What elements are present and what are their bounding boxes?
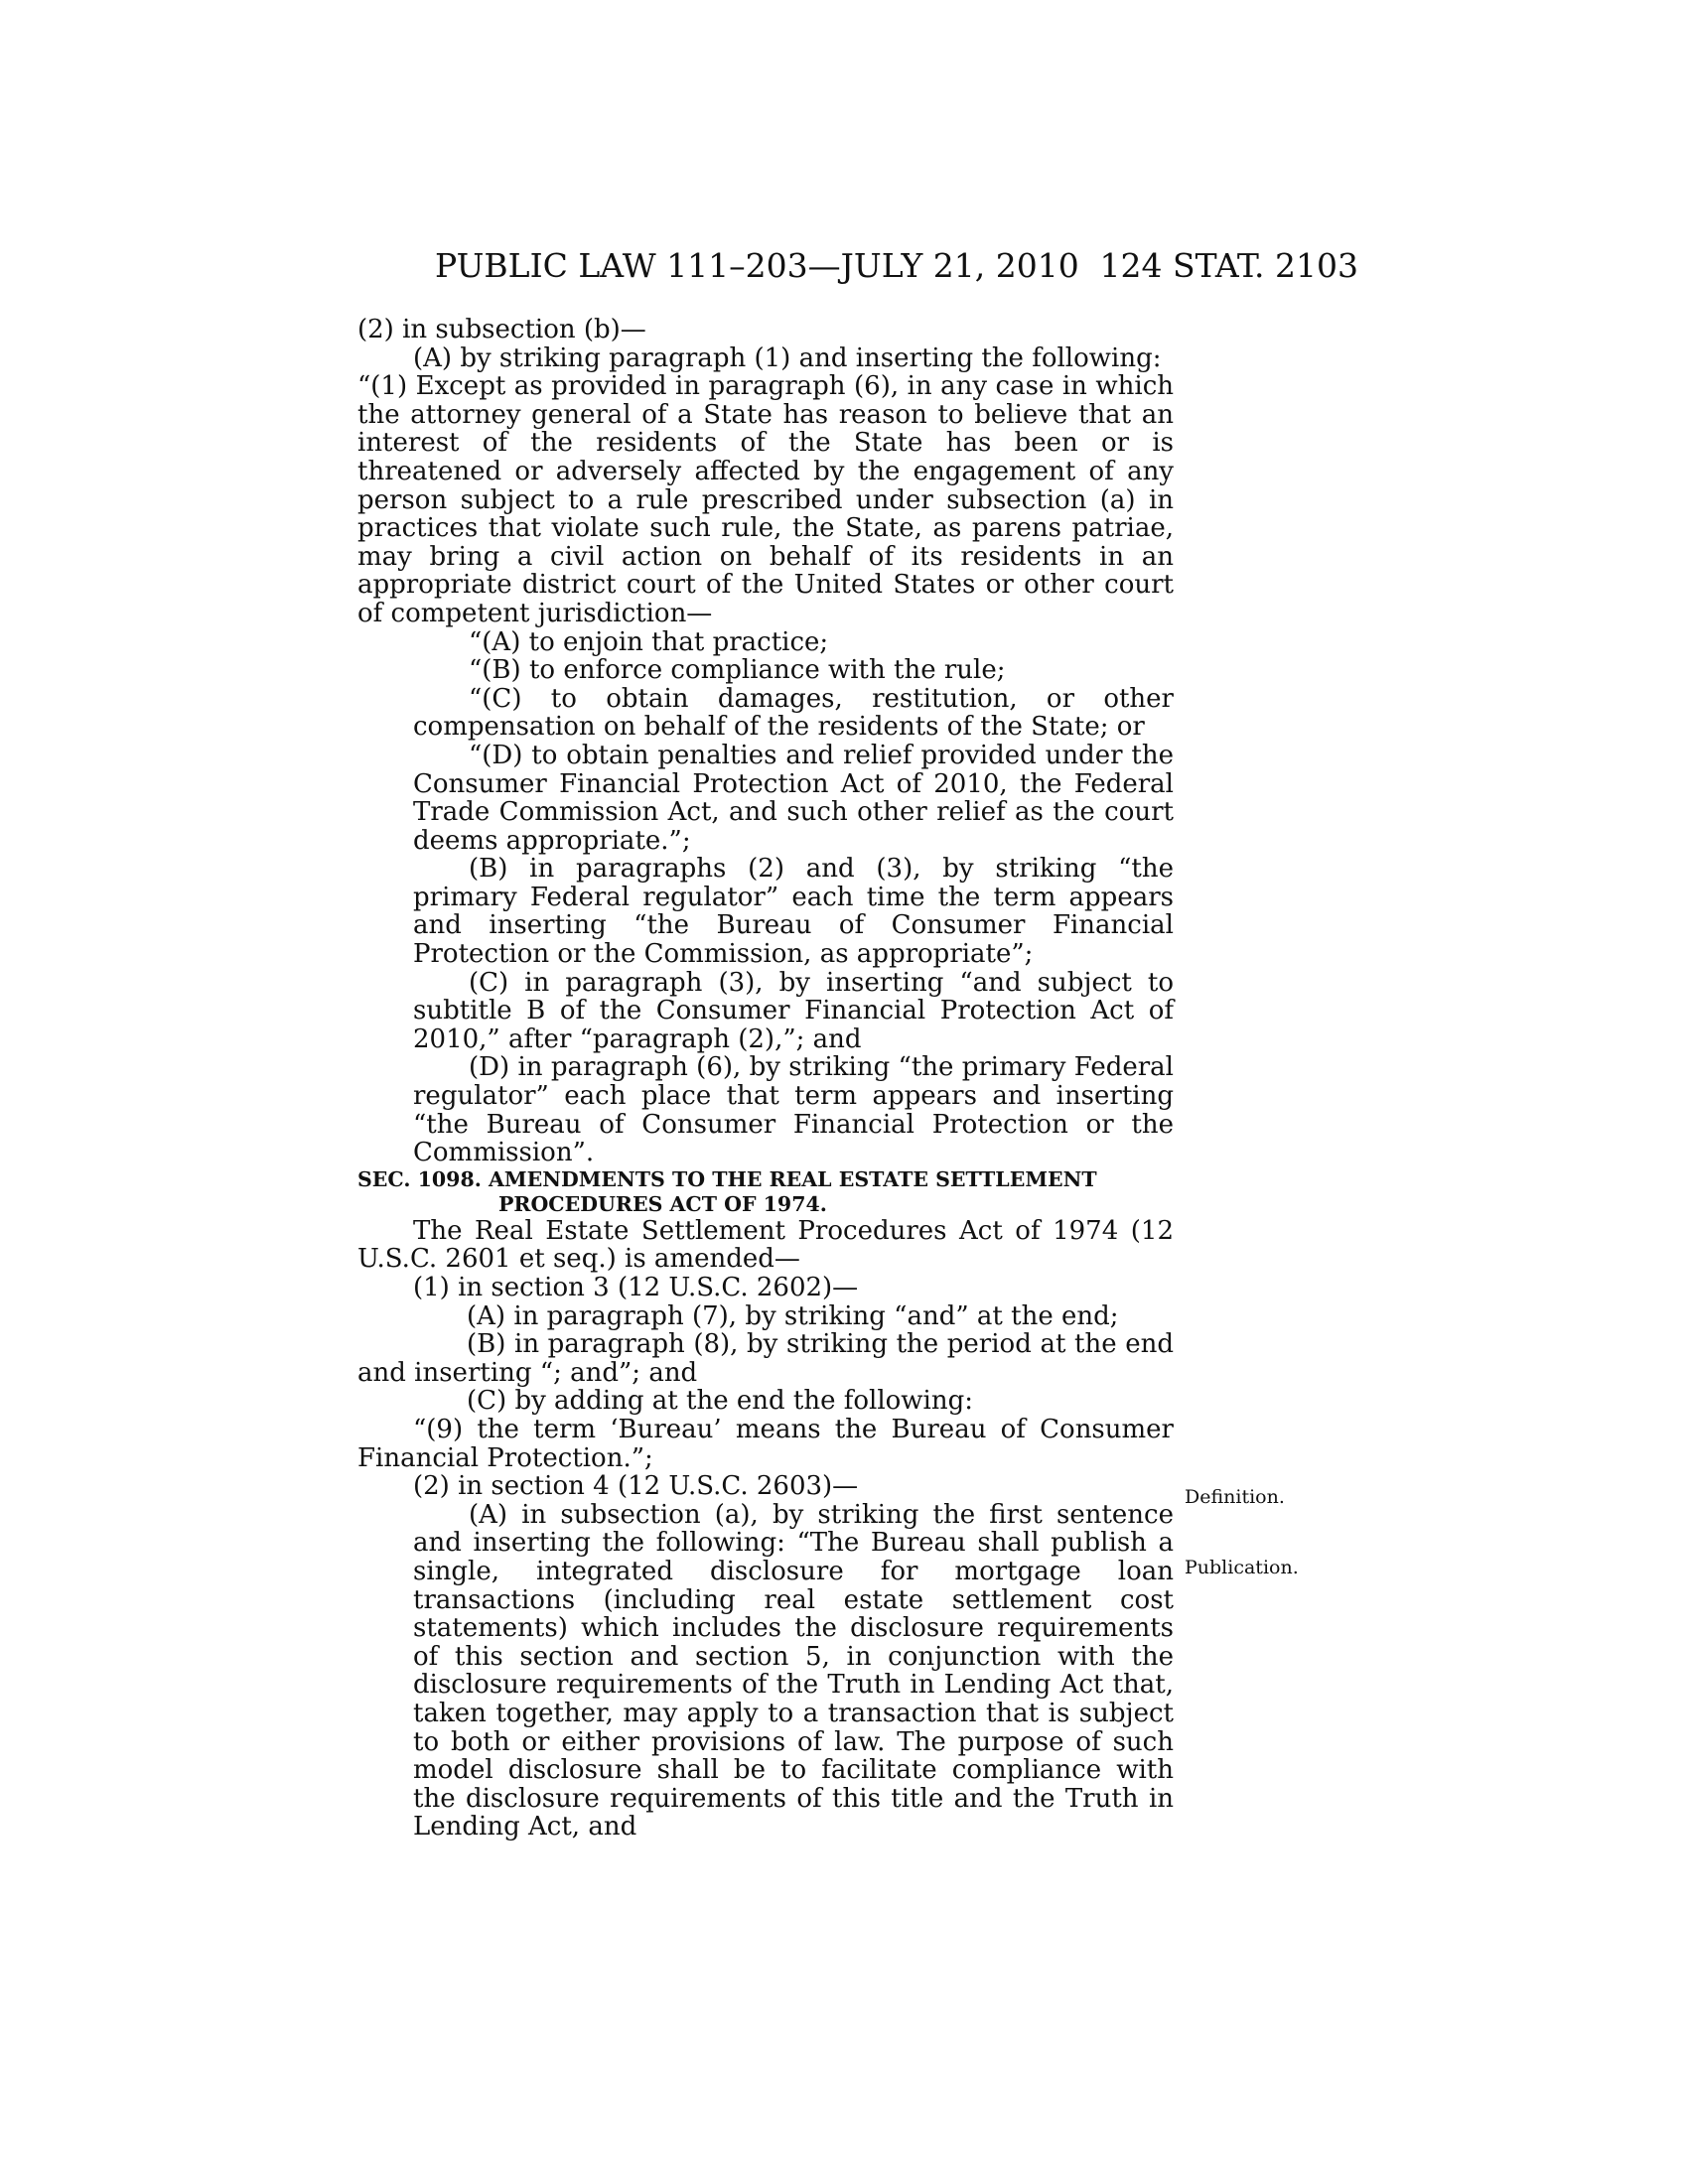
- paragraph: (2) in section 4 (12 U.S.C. 2603)—: [413, 1471, 859, 1502]
- document-body: [357, 316, 1174, 1842]
- paragraph: (C) by adding at the end the following:: [467, 1386, 974, 1417]
- page-header: [435, 246, 1358, 286]
- paragraph: (B) in paragraphs (2) and (3), by striking “the primary Federal regulator” each time the term appears and inserting “the Bureau of Consumer Financial Protection or the Commission, as appropriate”;: [413, 854, 1174, 970]
- quoted-paragraph: “(1) Except as provided in paragraph (6), in any case in which the attorney general of a State has reason to believe that an interest of the residents of the State has been or is threatened or adversely affected by the engagement of any person subject to a rule prescribed under subsection (a) in practices that violate such rule, the State, as parens patriae, may bring a civil action on behalf of its residents in an appropriate district court of the United States or other court of competent jurisdiction—: [357, 371, 1174, 628]
- section-heading: SEC. 1098. AMENDMENTS TO THE REAL ESTATE SETTLEMENT PROCEDURES ACT OF 1974.: [357, 1166, 1097, 1216]
- paragraph: The Real Estate Settlement Procedures Act of 1974 (12 U.S.C. 2601 et seq.) is amended—: [357, 1215, 1174, 1275]
- quoted-clause: “(A) to enjoin that practice;: [469, 626, 829, 657]
- paragraph: (A) in subsection (a), by striking the first sentence and inserting the following: “The Bureau shall publish a single, integrated disclosure for mortgage loan transactions (including real estate settlement cost statements) which includes the disclosure requirements of this section and section 5, in conjunction with the disclosure requirements of the Truth in Lending Act that, taken together, may apply to a transaction that is subject to both or either provisions of law. The purpose of such model disclosure shall be to facilitate compliance with the disclosure requirements of this title and the Truth in Lending Act, and: [413, 1499, 1174, 1843]
- paragraph: (A) by striking paragraph (1) and inserting the following:: [413, 342, 1162, 373]
- paragraph: (1) in section 3 (12 U.S.C. 2602)—: [413, 1273, 859, 1302]
- paragraph: (A) in paragraph (7), by striking “and” at the end;: [467, 1300, 1119, 1331]
- quoted-clause: “(B) to enforce compliance with the rule;: [469, 655, 1006, 686]
- law-title: PUBLIC LAW 111–203—JULY 21, 2010: [435, 246, 1079, 285]
- quoted-clause: “(C) to obtain damages, restitution, or other compensation on behalf of the residents of the State; or: [413, 683, 1174, 743]
- paragraph: (B) in paragraph (8), by striking the period at the end and inserting “; and”; and: [357, 1329, 1174, 1388]
- paragraph: (C) in paragraph (3), by inserting “and subject to subtitle B of the Consumer Financial Protection Act of 2010,” after “paragraph (2),”; and: [413, 967, 1174, 1054]
- quoted-clause: “(D) to obtain penalties and relief provided under the Consumer Financial Protection Act of 2010, the Federal Trade Commission Act, and such other relief as the court deems appropriate.”;: [413, 740, 1174, 856]
- margin-note-definition: Definition.: [1185, 1486, 1285, 1508]
- paragraph: (D) in paragraph (6), by striking “the primary Federal regulator” each place that term appears and inserting “the Bureau of Consumer Financial Protection or the Commission”.: [413, 1052, 1174, 1168]
- statute-page-number: 124 STAT. 2103: [1099, 246, 1358, 285]
- paragraph: (2) in subsection (b)—: [357, 315, 646, 344]
- quoted-definition: “(9) the term ‘Bureau’ means the Bureau of Consumer Financial Protection.”;: [357, 1414, 1174, 1473]
- margin-note-publication: Publication.: [1185, 1557, 1299, 1578]
